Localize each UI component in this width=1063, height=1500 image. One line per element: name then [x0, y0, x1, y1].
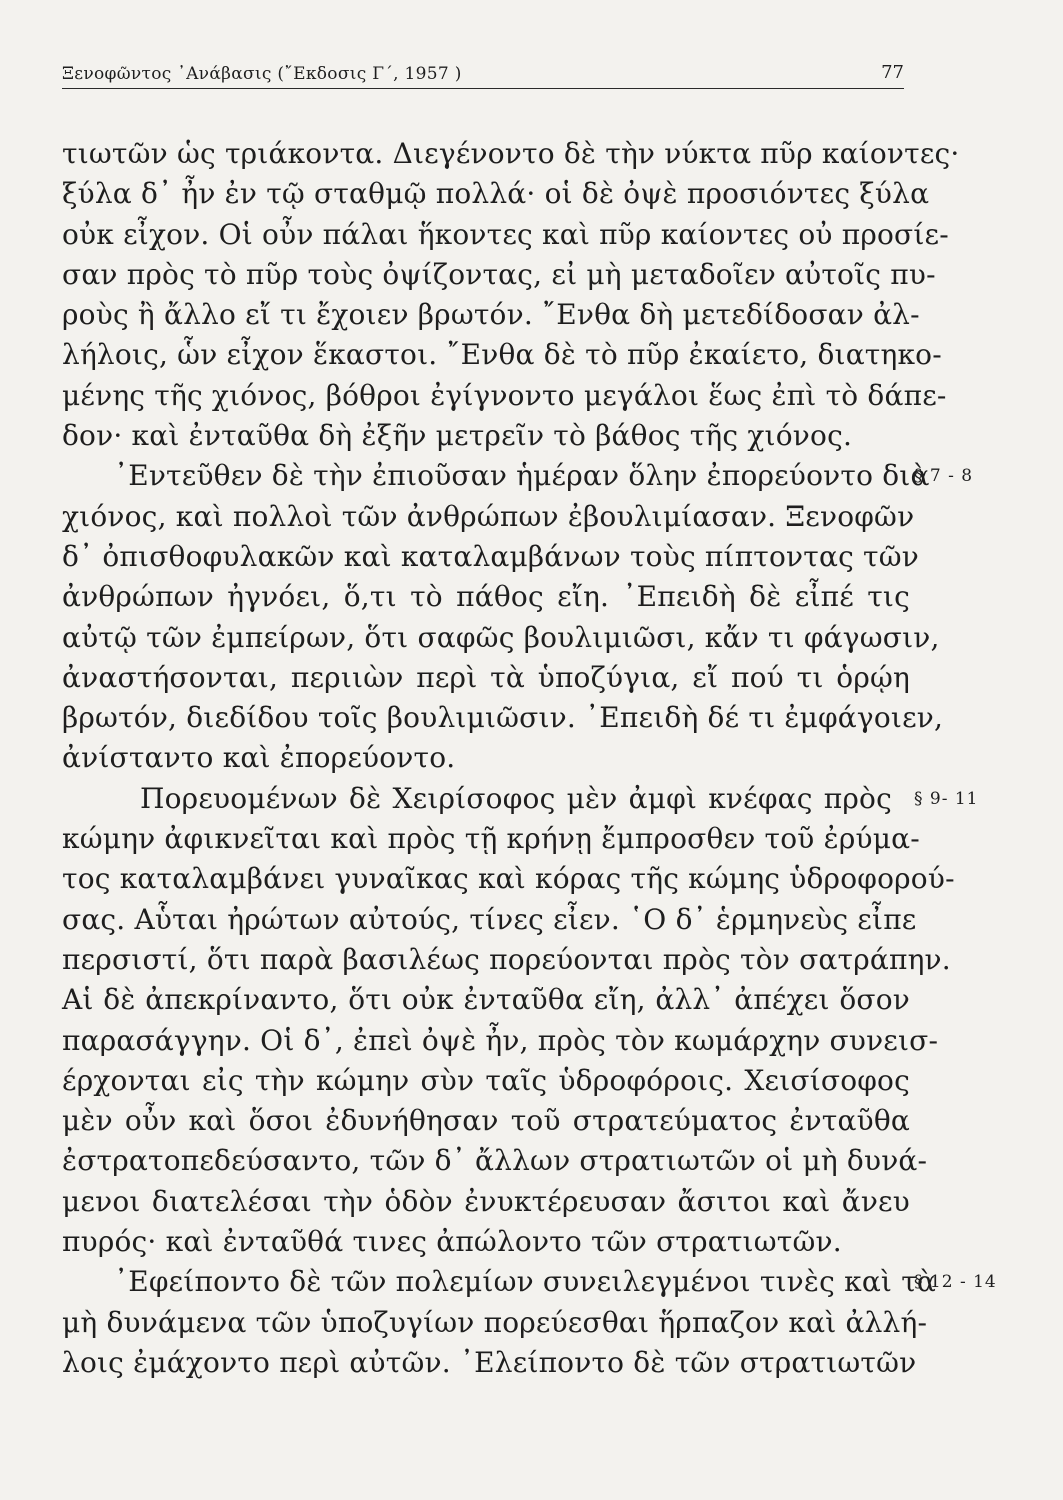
text-line: ἐστρατοπεδεύσαντο, τῶν δ᾿ ἄλλων στρατιωτῶν οἱ μὴ δυνά-	[62, 1144, 928, 1178]
text-line: τιωτῶν ὡς τριάκοντα. Διεγένοντο δὲ τὴν νύκτα πῦρ καίοντες·	[62, 137, 960, 170]
text-line: μὲν οὖν καὶ ὅσοι ἐδυνήθησαν τοῦ στρατεύματος ἐνταῦθα	[62, 1104, 910, 1138]
text-line: αὐτῷ τῶν ἐμπείρων, ὅτι σαφῶς βουλιμιῶσι, κἄν τι φάγωσιν,	[62, 620, 940, 654]
text-line: κώμην ἀφικνεῖται καὶ πρὸς τῇ κρήνῃ ἔμπροσθεν τοῦ ἐρύμα-	[62, 822, 920, 856]
text-line: δ᾿ ὀπισθοφυλακῶν καὶ καταλαμβάνων τοὺς πίπτοντας τῶν	[62, 539, 920, 573]
text-line: ἀνίσταντο καὶ ἐπορεύοντο.	[62, 741, 456, 775]
text-line: ᾿Εντεῦθεν δὲ τὴν ἐπιοῦσαν ἡμέραν ὅλην ἐπορεύοντο διὰ	[114, 459, 930, 493]
text-line: δον· καὶ ἐνταῦθα δὴ ἐξῆν μετρεῖν τὸ βάθος τῆς χιόνος.	[62, 419, 853, 453]
text-line: ᾿Εφείποντο δὲ τῶν πολεμίων συνειλεγμένοι τινὲς καὶ τὰ	[114, 1265, 936, 1299]
paragraph-line-9-11	[62, 779, 979, 819]
text-line: μενοι διατελέσαι τὴν ὁδὸν ἐνυκτέρευσαν ἄσιτοι καὶ ἄνευ	[62, 1184, 910, 1218]
text-line: λήλοις, ὧν εἶχον ἕκαστοι. ῎Ενθα δὲ τὸ πῦρ ἐκαίετο, διατηκο-	[62, 338, 942, 372]
text-line: μένης τῆς χιόνος, βόθροι ἐγίγνοντο μεγάλοι ἕως ἐπὶ τὸ δάπε-	[62, 378, 947, 412]
text-line: λοις ἐμάχοντο περὶ αὐτῶν. ᾿Ελείποντο δὲ τῶν στρατιωτῶν	[62, 1345, 917, 1379]
section-marker: § 7 - 8	[914, 466, 974, 487]
text-line: πυρός· καὶ ἐνταῦθά τινες ἀπώλοντο τῶν στρατιωτῶν.	[62, 1225, 842, 1259]
text-line: ξύλα δ᾿ ἦν ἐν τῷ σταθμῷ πολλά· οἱ δὲ ὀψὲ προσιόντες ξύλα	[62, 177, 930, 211]
body-text	[62, 134, 997, 1383]
text-line: μὴ δυνάμενα τῶν ὑποζυγίων πορεύεσθαι ἥρπαζον καὶ ἀλλή-	[62, 1305, 928, 1339]
text-line: ροὺς ἢ ἄλλο εἴ τι ἔχοιεν βρωτόν. ῎Ενθα δὴ μετεδίδοσαν ἀλ-	[62, 298, 920, 332]
section-marker: § 9- 11	[914, 788, 979, 809]
section-marker: § 12 - 14	[914, 1272, 997, 1293]
text-line: σας. Αὗται ἠρώτων αὐτούς, τίνες εἶεν. ῾Ο δ᾿ ἑρμηνεὺς εἶπε	[62, 902, 917, 936]
text-line: παρασάγγην. Οἱ δ᾿, ἐπεὶ ὀψὲ ἦν, πρὸς τὸν κωμάρχην συνεισ-	[62, 1023, 939, 1057]
running-title: Ξενοφῶντος ᾿Ανάβασις (῎Εκδοσις Γ΄, 1957 )	[62, 64, 462, 84]
text-line: έρχονται εἰς τὴν κώμην σὺν ταῖς ὑδροφόροις. Χεισίσοφος	[62, 1063, 910, 1097]
page-number: 77	[881, 62, 904, 83]
paragraph-line-7-8	[62, 456, 974, 496]
text-line: σαν πρὸς τὸ πῦρ τοὺς ὀψίζοντας, εἰ μὴ μεταδοῖεν αὐτοῖς πυ-	[62, 257, 936, 291]
paragraph-line-12-14	[62, 1262, 997, 1302]
text-line: βρωτόν, διεδίδου τοῖς βουλιμιῶσιν. ᾿Επειδὴ δέ τι ἐμφάγοιεν,	[62, 701, 944, 735]
text-line: Πορευομένων δὲ Χειρίσοφος μὲν ἀμφὶ κνέφας πρὸς	[140, 781, 892, 815]
text-line: οὐκ εἶχον. Οἱ οὖν πάλαι ἥκοντες καὶ πῦρ καίοντες οὐ προσίε-	[62, 217, 949, 251]
text-line: περσιστί, ὅτι παρὰ βασιλέως πορεύονται πρὸς τὸν σατράπην.	[62, 942, 951, 976]
text-line: ἀνθρώπων ἠγνόει, ὅ,τι τὸ πάθος εἴη. ᾿Επειδὴ δὲ εἶπέ τις	[62, 580, 910, 614]
running-header	[62, 60, 904, 89]
text-line: χιόνος, καὶ πολλοὶ τῶν ἀνθρώπων ἐβουλιμίασαν. Ξενοφῶν	[62, 499, 915, 533]
text-line: ἀναστήσονται, περιιὼν περὶ τὰ ὑποζύγια, εἴ πού τι ὁρῴη	[62, 660, 910, 694]
text-line: Αἱ δὲ ἀπεκρίναντο, ὅτι οὐκ ἐνταῦθα εἴη, ἀλλ᾿ ἀπέχει ὅσον	[62, 983, 910, 1017]
text-line: τος καταλαμβάνει γυναῖκας καὶ κόρας τῆς κώμης ὑδροφορού-	[62, 862, 955, 896]
